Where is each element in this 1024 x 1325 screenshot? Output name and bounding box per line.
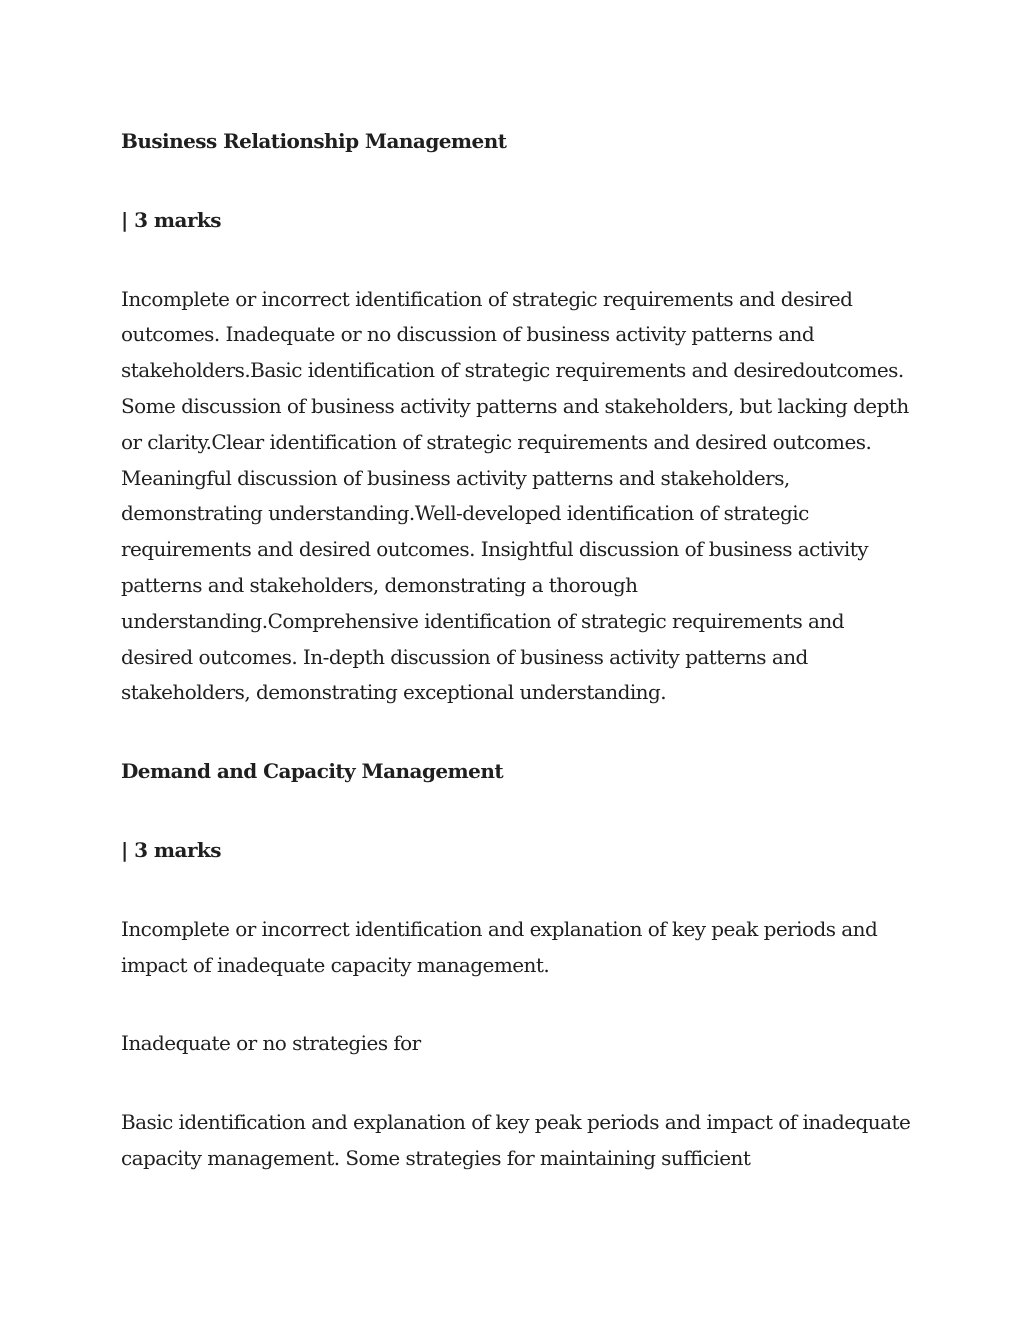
spacer (121, 239, 911, 282)
spacer (121, 711, 911, 754)
paragraph: Incomplete or incorrect identification of strategic requirements and desired outcomes. Inadequate or no discussion of business activity patterns and stakeholders.Basic identification of strategic requirements and desiredoutcomes. Some discussion of business activity patterns and stakeholders, but lacking depth or clarity.Clear identification of strategic requirements and desired outcomes. Meaningful discussion of business activity patterns and stakeholders, demonstrating understanding.Well-developed identification of strategic requirements and desired outcomes. Insightful discussion of business activity patterns and stakeholders, demonstrating a thorough understanding.Comprehensive identification of strategic requirements and desired outcomes. In-depth discussion of business activity patterns and stakeholders, demonstrating exceptional understanding. (121, 286, 909, 705)
section-title-demand-capacity: Demand and Capacity Management (121, 759, 504, 784)
paragraph: Inadequate or no strategies for (121, 1031, 421, 1056)
spacer (121, 983, 911, 1026)
section-marks-demand-capacity: | 3 marks (121, 837, 221, 862)
paragraph: Basic identification and explanation of key peak periods and impact of inadequate capacity management. Some strategies for maintaining sufficient (121, 1110, 911, 1170)
paragraph: Incomplete or incorrect identification and explanation of key peak periods and impact of inadequate capacity management. (121, 916, 878, 977)
spacer (121, 869, 911, 912)
section-title-business-relationship: Business Relationship Management (121, 129, 507, 153)
spacer (121, 160, 911, 203)
section-marks-business-relationship: | 3 marks (121, 207, 221, 232)
document-page (121, 124, 911, 1177)
spacer (121, 790, 911, 833)
spacer (121, 1062, 911, 1105)
